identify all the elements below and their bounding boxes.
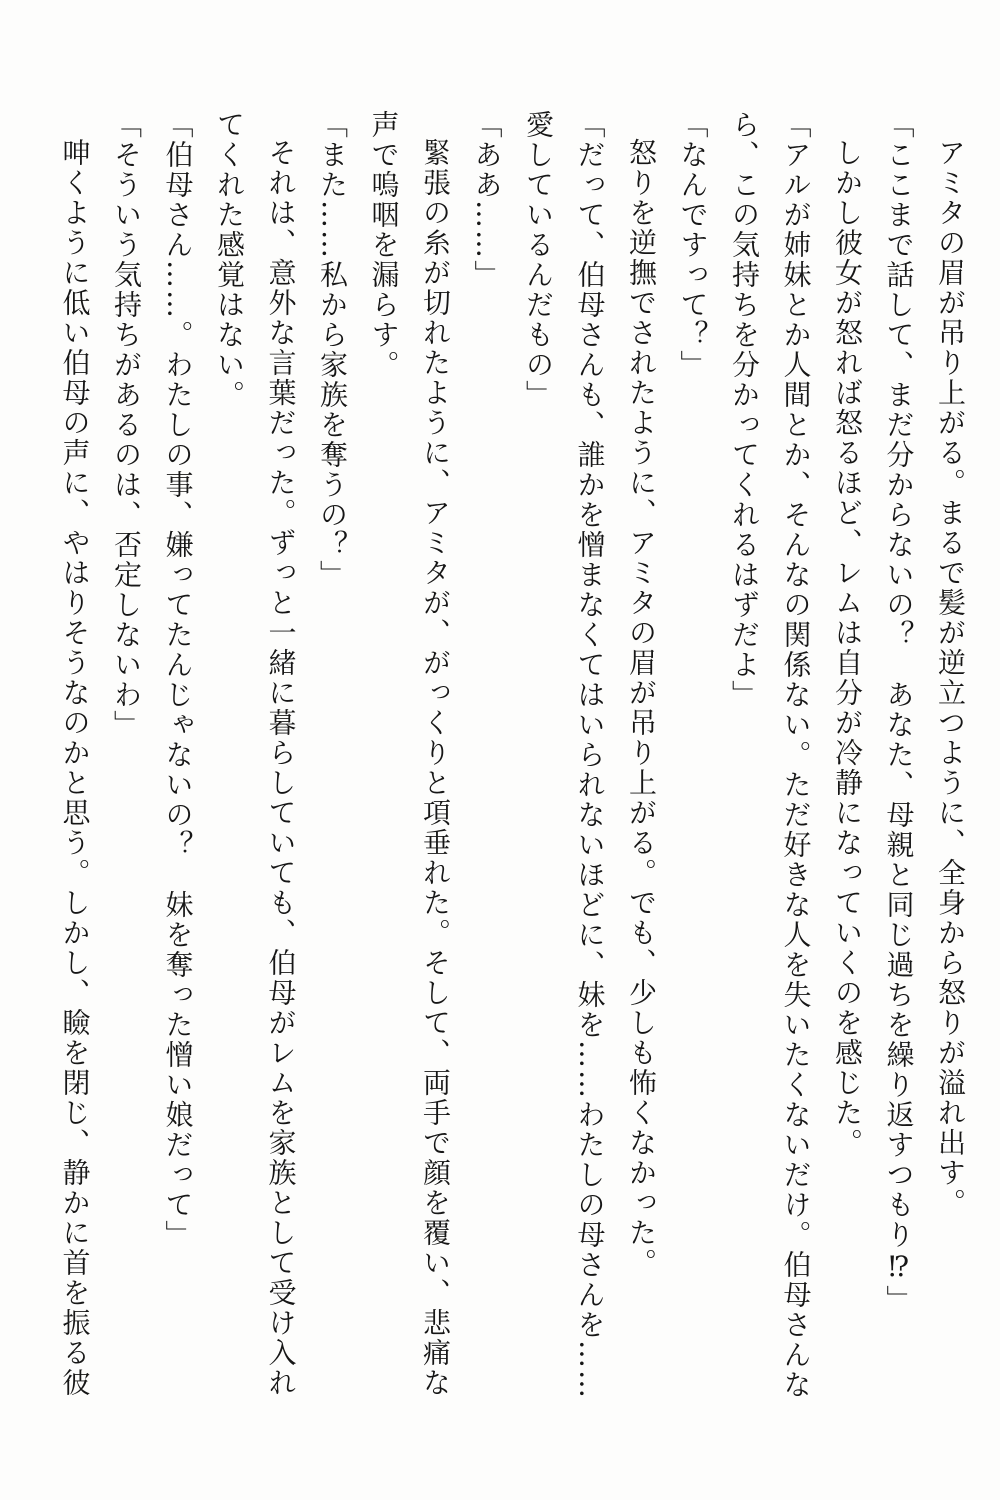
paragraph: 怒りを逆撫でされたように、アミタの眉が吊り上がる。でも、少しも怖くなかった。 (625, 138, 658, 1278)
paragraph: 呻くように低い伯母の声に、やはりそうなのかと思う。しかし、瞼を閉じ、静かに首を振る彼 (58, 138, 92, 1398)
paragraph-dialogue: 「ここまで話して、まだ分からないの？ あなた、母親と同じ過ちを繰り返すつもり⁉」 (882, 110, 916, 1315)
paragraph: それは、意外な言葉だった。ずっと一緒に暮らしていても、伯母がレムを家族として受け入れてくれた感覚はない。 (213, 110, 298, 1398)
paragraph-dialogue: 「そういう気持ちがあるのは、否定しないわ」 (110, 110, 143, 740)
paragraph-dialogue: 「なんですって？」 (676, 110, 710, 380)
paragraph: アミタの眉が吊り上がる。まるで髪が逆立つように、全身から怒りが溢れ出す。 (934, 138, 967, 1218)
paragraph-dialogue: 「伯母さん……。わたしの事、嫌ってたんじゃないの？ 妹を奪った憎い娘だって」 (161, 110, 195, 1250)
vertical-text-block (49, 110, 976, 1405)
paragraph-dialogue: 「アルが姉妹とか人間とか、そんなの関係ない。ただ好きな人を失いたくないだけ。伯母さんなら、この気持ちを分かってくれるはずだよ」 (728, 110, 813, 1400)
paragraph-dialogue: 「ああ……」 (470, 110, 504, 290)
paragraph-dialogue: 「また……私から家族を奪うの？」 (316, 110, 349, 590)
paragraph: しかし彼女が怒れば怒るほど、レムは自分が冷静になっていくのを感じた。 (831, 138, 864, 1158)
paragraph: 緊張の糸が切れたように、アミタが、がっくりと項垂れた。そして、両手で顔を覆い、悲痛な声で嗚咽を漏らす。 (367, 110, 452, 1398)
paragraph-dialogue: 「だって、伯母さんも、誰かを憎まなくてはいられないほどに、妹を……わたしの母さんを……愛しているんだもの」 (522, 110, 607, 1400)
